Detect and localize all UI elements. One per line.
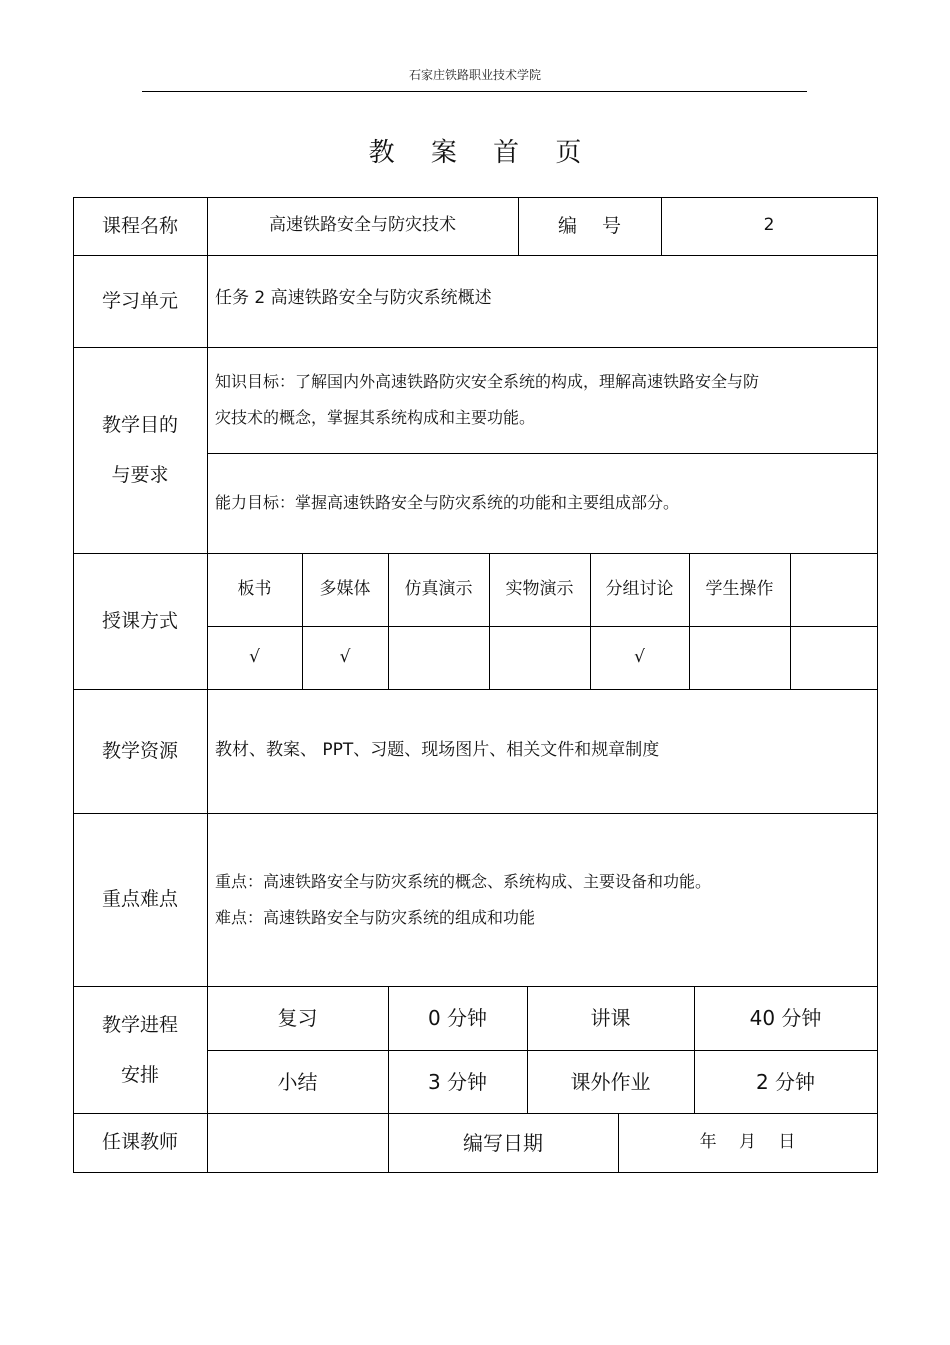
knowledge-objective — [207, 347, 877, 453]
lecture-label: 讲课 — [590, 1006, 631, 1030]
unit-value: 任务 2 高速铁路安全与防灾系统概述 — [215, 288, 492, 309]
school-header: 石家庄铁路职业技术学院 — [408, 68, 541, 82]
method-name — [790, 553, 877, 626]
ability-objective: 能力目标：掌握高速铁路安全与防灾系统的功能和主要组成部分。 — [215, 493, 680, 512]
homework-label: 课外作业 — [570, 1069, 651, 1094]
methods-label: 授课方式 — [101, 609, 178, 632]
summary-time: 3 分钟 — [427, 1069, 488, 1094]
table-border-bottom — [73, 1172, 878, 1173]
teacher-label: 任课教师 — [101, 1131, 178, 1154]
homework-time: 2 分钟 — [755, 1069, 816, 1094]
method-check: √ — [339, 646, 351, 667]
course-number-label: 编 号 — [557, 214, 622, 237]
method-name: 多媒体 — [319, 578, 371, 599]
resources-value: 教材、教案、 PPT、习题、现场图片、相关文件和规章制度 — [215, 740, 660, 761]
lecture-time: 40 分钟 — [749, 1006, 822, 1030]
teacher-value — [207, 1113, 388, 1172]
knowledge-objective-line2: 灾技术的概念，掌握其系统构成和主要功能。 — [215, 408, 536, 427]
objectives-label-line1: 教学目的 — [101, 414, 178, 436]
review-time: 0 分钟 — [427, 1006, 488, 1030]
method-check — [689, 626, 790, 689]
method-check — [388, 626, 489, 689]
key-points-label: 重点难点 — [101, 888, 178, 911]
date-label: 编写日期 — [463, 1130, 543, 1155]
method-check: √ — [634, 646, 645, 667]
course-name-label: 课程名称 — [101, 214, 178, 237]
summary-label: 小结 — [277, 1069, 318, 1094]
objectives-label — [73, 347, 207, 553]
knowledge-objective-line1: 知识目标：了解国内外高速铁路防灾安全系统的构成，理解高速铁路安全与防 — [215, 372, 760, 391]
header-rule — [142, 91, 807, 92]
objectives-label-line2: 与要求 — [111, 464, 169, 486]
method-check: √ — [249, 646, 260, 667]
difficulty-text: 难点：高速铁路安全与防灾系统的组成和功能 — [215, 907, 536, 927]
schedule-label-line2: 安排 — [120, 1063, 159, 1086]
focus-text: 重点：高速铁路安全与防灾系统的概念、系统构成、主要设备和功能。 — [215, 871, 712, 891]
method-name: 学生操作 — [705, 578, 774, 599]
date-value: 年 月 日 — [699, 1131, 796, 1152]
course-name-value: 高速铁路安全与防灾技术 — [269, 215, 456, 236]
method-name: 分组讨论 — [605, 578, 674, 599]
schedule-label — [73, 986, 207, 1113]
schedule-label-line1: 教学进程 — [101, 1013, 178, 1036]
page-title: 教 案 首 页 — [368, 138, 596, 168]
key-points-content — [207, 813, 877, 986]
method-name: 实物演示 — [505, 578, 574, 599]
method-name: 板书 — [237, 578, 272, 599]
course-number-value: 2 — [763, 215, 775, 236]
resources-label: 教学资源 — [101, 739, 178, 762]
method-name: 仿真演示 — [404, 578, 473, 599]
unit-label: 学习单元 — [101, 289, 178, 312]
method-check — [489, 626, 590, 689]
method-check — [790, 626, 877, 689]
table-border-right — [877, 197, 878, 1173]
review-label: 复习 — [277, 1006, 318, 1030]
